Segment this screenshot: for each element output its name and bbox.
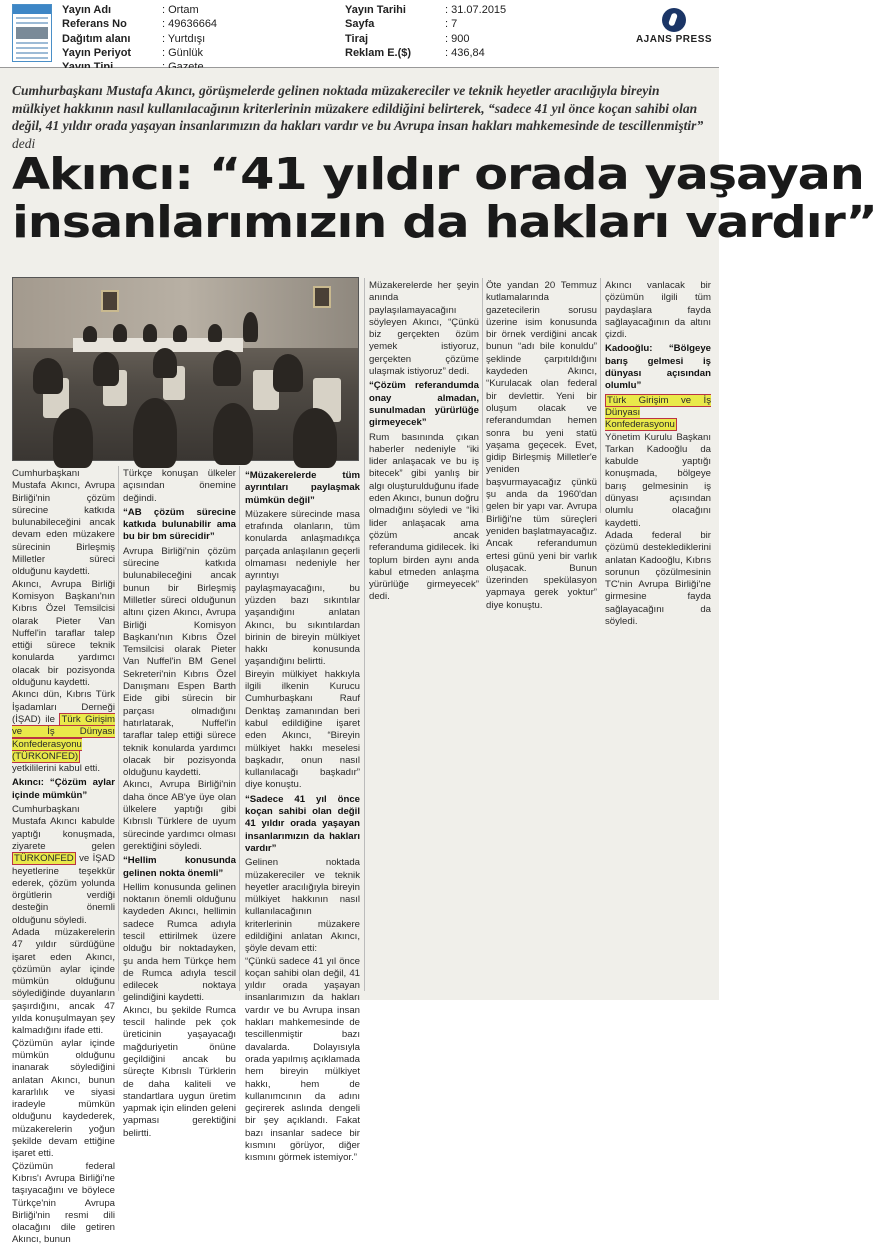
paragraph: Müzakerelerde her şeyin anında paylaşılamayacağını söyleyen Akıncı, “Çünkü biz gerçekten özüm yemek istiyoruz, gerçekten çözüme ulaşmak istiyoruz” dedi. — [369, 280, 479, 378]
subheading: “AB çözüm sürecine katkıda bulunabilir ama bu bir bm sürecidir” — [123, 506, 236, 543]
paragraph: Rum basınında çıkan haberler nedeniyle “iki lider anlaşacak ve bu iş bitecek” gibi yanlış bir algı oluşturulduğunu ifade eden Akıncı, bunun doğru olmadığını söyledi ve “İki lider anlaşacak ama çözüm ancak referanduma gidilecek. İki toplum birden aynı anda kabul etmeden anlaşma yürürlüğe girmeyecek” dedi. — [369, 431, 479, 603]
paragraph: Cumhurbaşkanı Mustafa Akıncı, Avrupa Birliği'nin çözüm sürecine katkıda bulunabileceğini ancak devam eden müzakere sürecinin Birleşmiş Milletler süreci olduğunu kaydetti. — [12, 468, 115, 578]
subheading: “Sadece 41 yıl önce koçan sahibi olan değil 41 yıldır orada yaşayan insanlarımızın da hakları vardır” — [245, 793, 360, 854]
meta-row — [62, 32, 217, 46]
headline-line-1: Akıncı: “41 yıldır orada yaşayan — [12, 149, 864, 200]
meta-label: Sayfa — [345, 18, 375, 31]
paragraph: Akıncı, Avrupa Birliği Komisyon Başkanı'nın Kıbrıs Özel Temsilcisi olarak Pieter Van Nuffel'in taraflar talep ettiği sürece teknik konularda yardımcı olacak bir pozisyonda olduğunu kaydetti. — [12, 578, 115, 689]
lead-end: dedi — [12, 135, 36, 151]
paragraph — [12, 804, 115, 927]
paragraph: Adada müzakerelerin 47 yıldır sürdüğüne işaret eden Akıncı, çözümün aylar içinde mümkün olduğunu söylediğinde duyanların şaşırdığını, ancak 47 yılda konuşulmayan şey kalmadığını ifade etti. — [12, 926, 115, 1037]
paragraph-text: Yönetim Kurulu Başkanı Tarkan Kadooğlu da kabulde yaptığı konuşmada, bölgeye barış gelmesinin iş dünyası açısından olumlu olacağını kaydetti. — [605, 431, 711, 529]
paragraph: Akıncı, Avrupa Birliği'nin daha önce AB'ye üye olan ülkelere yaptığı gibi Kıbrıslı Türklere de uyum sürecinde yardımcı olması gerektiğini söyledi. — [123, 779, 236, 852]
paragraph: Akıncı, bu şekilde Rumca tescil halinde pek çok üreticinin yaşayacağı mağduriyetin önüne geçildiğini ancak bu süreçte Kıbrıslı Türklerin de daha kaliteli ve standartlara uygun üretim yapmak için elinden geleni yapması gerektiğini belirtti. — [123, 1004, 236, 1139]
subheading: Kadooğlu: “Bölgeye barış gelmesi iş dünyası açısından olumlu” — [605, 343, 711, 392]
meta-label: Reklam E.($) — [345, 46, 412, 59]
meta-row — [345, 17, 506, 31]
article-column-3 — [245, 468, 360, 1165]
paragraph: Çözümün aylar içinde mümkün olduğunu inanarak söylediğini anlatan Akıncı, bunun kararlılık ve siyasi iradeyle mümkün olduğunu kaydederek, müzakerelerin yoğun şekilde devam ettiğine işaret etti. — [12, 1037, 115, 1160]
paragraph: Akıncı vanlacak bir çözümün ilgili tüm paydaşlara fayda sağlayacağının da altını çizdi. — [605, 280, 711, 341]
paragraph-text: Cumhurbaşkanı Mustafa Akıncı kabulde yaptığı konuşmada, ziyarete gelen — [12, 804, 115, 852]
paragraph-text: ve İŞAD heyetlerine teşekkür ederek, çözüm yolunda örgütlerin verdiği desteğin önemli olduğunu söyledi. — [12, 853, 115, 926]
subheading: “Müzakerelerde tüm ayrıntıları paylaşmak mümkün değil” — [245, 470, 360, 506]
paragraph: Müzakere sürecinde masa etrafında olanların, tüm konularda anlaşmadıkça parçada anlaşılanın geçerli olmaması nedeniyle her ayrıntıyı paylaşmayacağını, bu yüzden bazı sıkıntılar yaşandığını anlatan Akıncı, bu sıkıntılardan birinin de bireyin mülkiyet hakkı konusunda yaşandığını belirtti. — [245, 508, 360, 668]
newspaper-thumbnail — [12, 4, 52, 62]
subheading: Akıncı: “Çözüm aylar içinde mümkün” — [12, 777, 115, 801]
meta-label: Referans No — [62, 18, 127, 31]
meta-row — [62, 17, 217, 31]
meta-left — [62, 3, 217, 74]
paragraph: Öte yandan 20 Temmuz kutlamalarında gazetecilerin sorusu üzerine isim konusunda bir örnek verdiğini ancak bunun “adı bile konuldu” şeklinde çarpıtıldığını kaydeden Akıncı, “Kurulacak olan federal bir devlettir. Yeni bir oluşum olacak ve referandumdan hemen sonra bu yeni statü yaşama geçecek. Evet, gidip Birleşmiş Milletler'e yeniden başvurmayacağız çünkü şu anda da 1960'dan gelen bir yapı var. Avrupa Birliği'ne tüm süreçleri yeniden başlatmayacağız. Ancak referandumun ertesi günü yeni bir varlık oluşacak. Bunun üzerinden spekülasyon yapmaya gerek yoktur” diye konuştu. — [486, 280, 597, 611]
subheading: “Çözüm referandumda onay almadan, sunulmadan yürürlüğe girmeyecek” — [369, 380, 479, 429]
meta-row — [62, 3, 217, 17]
article-column-5 — [486, 280, 597, 612]
article-column-2 — [123, 468, 236, 1140]
paragraph: Bireyin mülkiyet hakkıyla ilgili ilkenin Kurucu Cumhurbaşkanı Rauf Denktaş zamanından beri kabul edildiğine işaret eden Akıncı, “Bireyin mülkiyet hakkı meselesi başkadır, onun nasıl kullanılacağı başkadır” diye konuştu. — [245, 668, 360, 791]
article-column-4 — [369, 280, 479, 604]
paragraph: Hellim konusunda gelinen noktanın önemli olduğunu kaydeden Akıncı, hellimin sadece Rumca adıyla tescil ettirilmek üzere olduğu bir noktadayken, şu anda hem Türkçe hem de Rumca adıyla tescil edilecek noktaya gelindiğini kaydetti. — [123, 881, 236, 1004]
article-column-6 — [605, 280, 711, 628]
logo-text: AJANS PRESS — [635, 34, 713, 45]
meta-label: Yayın Tarihi — [345, 4, 406, 16]
meta-row — [62, 46, 217, 60]
meta-value: : 49636664 — [162, 18, 218, 31]
highlighted-term: TÜRKONFED — [14, 853, 74, 865]
meeting-photo — [12, 277, 359, 461]
meta-row — [345, 3, 506, 17]
paragraph — [605, 395, 711, 530]
meta-label: Dağıtım alanı — [62, 32, 131, 45]
lead-text: Cumhurbaşkanı Mustafa Akıncı, görüşmelerde gelinen noktada müzakereciler ve teknik heyetler aracılığıyla bireyin mülkiyet hakkının nasıl kullanılacağının kriterlerinin müzakere edildiğini belirterek, “sadece 41 yıl önce koçan sahibi olan değil, 41 yıldır orada yaşayan insanlarımızın da hakları vardır ve bu Avrupa insan hakları mahkemesinde de tescillenmiştir” — [12, 83, 704, 133]
article-column-1 — [12, 468, 115, 1247]
meta-row — [345, 32, 506, 46]
paragraph: Gelinen noktada müzakereciler ve teknik heyetler aracılığıyla bireyin mülkiyet hakkının nasıl kullanılacağının kriterlerinin müzakere edildiğini anlatan Akıncı, şöyle devam etti: — [245, 857, 360, 955]
logo-icon — [662, 8, 686, 32]
paragraph: Adada federal bir çözümü desteklediklerini anlatan Kadooğlu, Kıbrıs sorunun çözülmesinin TC'nin Avrupa Birliği'ne girmesine fayda sağlayacağını da söyledi. — [605, 529, 711, 628]
paragraph: Çözümün federal Kıbrıs'ı Avrupa Birliği'ne taşıyacağını ve böylece Türkçe'nin Avrupa Birliği'nin resmi dili olacağını dile getiren Akıncı, bunun — [12, 1160, 115, 1246]
meta-value: : Günlük — [162, 46, 203, 59]
meta-row — [345, 46, 506, 60]
subheading: “Hellim konusunda gelinen nokta önemli” — [123, 855, 236, 879]
paragraph: “Çünkü sadece 41 yıl önce koçan sahibi olan değil, 41 yıldır orada yaşayan insanlarımızın da hakları vardır ve bu Avrupa insan hakları mahkemesinde de tescillenmiştir bazı davalarda. Dolayısıyla orada yapılmış açıklamada hem bireyin mülkiyet hakkı, hem de kullanımcının da adını geçirerek aslında dengeli bir şey açıklandı. Fakat bazı insanlar sadece bir kısmını görüyor, diğer kısmını görmek istemiyor.” — [245, 955, 360, 1164]
meta-label: Tiraj — [345, 32, 369, 45]
paragraph-text: yetkililerini kabul etti. — [12, 763, 100, 775]
meta-value: : 900 — [445, 32, 470, 45]
highlighted-term: Türk Girişim ve İş Dünyası Konfederasyonu (TÜRKONFED) — [12, 713, 115, 762]
meta-value: : 436,84 — [445, 46, 485, 59]
ajans-press-logo — [635, 8, 713, 45]
press-clipping-header — [0, 0, 719, 68]
article-lead — [12, 82, 710, 152]
meta-value: : 7 — [445, 18, 458, 31]
meta-label: Yayın Periyot — [62, 46, 132, 59]
article-headline — [12, 149, 877, 248]
paragraph: Avrupa Birliği'nin çözüm sürecine katkıda bulunabileceğini ancak bunun bir Birleşmiş Milletler süreci olduğunun altını çizen Akıncı, Avrupa Birliği Komisyon Başkanı'nın Kıbrıs Özel Temsilcisi olarak Pieter Van Nuffel'in BM Genel Sekreteri'nin Kıbrıs Özel Danışmanı Espen Barth Eide gibi sürecin bir parçası olmadığını hatırlatarak, Nuffel'in taraflar talep ettiği sürece teknik konularda yardımcı olacak bir pozisyonda olduğunu kaydetti. — [123, 545, 236, 779]
headline-line-2: insanlarımızın da hakları vardır” — [12, 197, 877, 248]
paragraph: Türkçe konuşan ülkeler açısından önemine değindi. — [123, 468, 236, 504]
paragraph — [12, 689, 115, 775]
meta-value: : Ortam — [162, 4, 199, 16]
meta-right — [345, 3, 506, 60]
meta-value: : Yurtdışı — [162, 32, 206, 45]
meta-value: : 31.07.2015 — [445, 4, 507, 16]
meta-label: Yayın Adı — [62, 4, 112, 16]
highlighted-term: Türk Girişim ve İş Dünyası Konfederasyonu — [605, 394, 711, 431]
paragraph-text: Akıncı dün, Kıbrıs Türk İşadamları Derneği (İŞAD) ile — [12, 689, 115, 725]
